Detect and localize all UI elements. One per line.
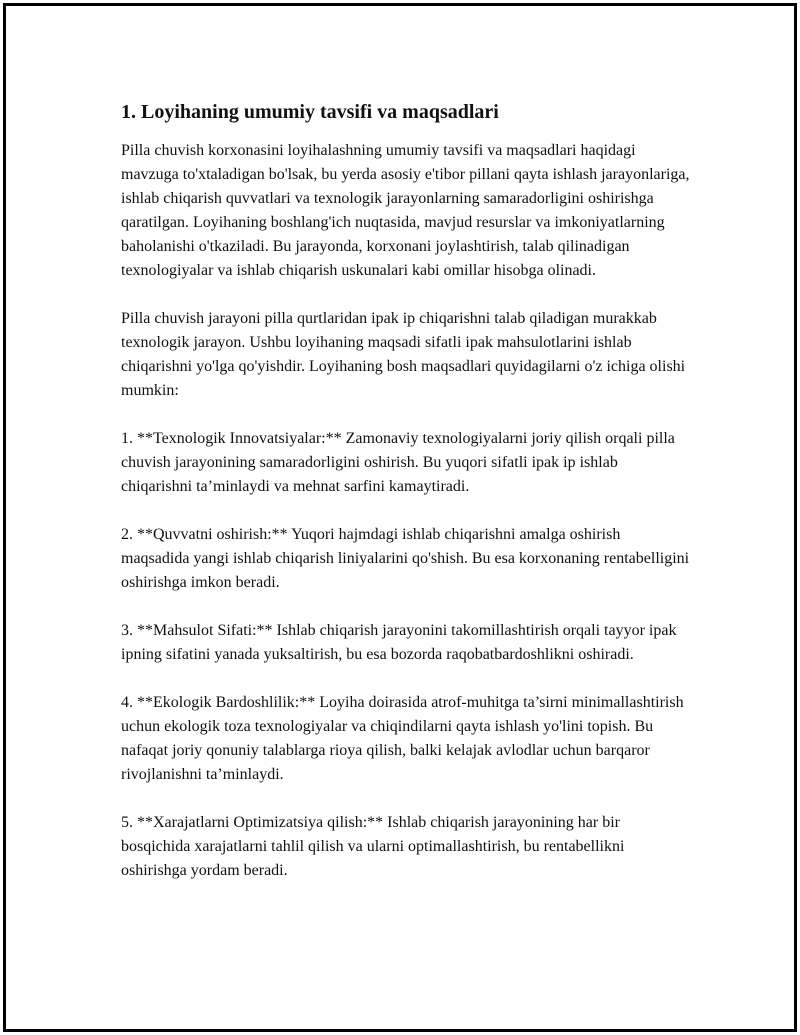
list-item-technological-innovations: 1. **Texnologik Innovatsiyalar:** Zamonaviy texnologiyalarni joriy qilish orqali pilla chuvish jarayonining samaradorligini oshirish. Bu yuqori sifatli ipak ip ishlab chiqarishni ta’minlaydi va mehnat sarfini kamaytiradi.: [121, 430, 675, 495]
list-item-cost-optimization: 5. **Xarajatlarni Optimizatsiya qilish:** Ishlab chiqarish jarayonining har bir bosqichida xarajatlarni tahlil qilish va ularni optimallashtirish, bu rentabellikni oshirishga yordam beradi.: [121, 814, 625, 879]
paragraph-intro: Pilla chuvish korxonasini loyihalashning umumiy tavsifi va maqsadlari haqidagi mavzuga to'xtaladigan bo'lsak, bu yerda asosiy e'tibor pillani qayta ishlash jarayonlariga, ishlab chiqarish quvvatlari va texnologik jarayonlarning samaradorligini oshirishga qaratilgan. Loyihaning boshlang'ich nuqtasida, mavjud resurslar va imkoniyatlarning baholanishi o'tkaziladi. Bu jarayonda, korxonani joylashtirish, talab qilinadigan texnologiyalar va ishlab chiqarish uskunalari kabi omillar hisobga olinadi.: [121, 142, 690, 279]
paragraph-process: Pilla chuvish jarayoni pilla qurtlaridan ipak ip chiqarishni talab qiladigan murakkab texnologik jarayon. Ushbu loyihaning maqsadi sifatli ipak mahsulotlarini ishlab chiqarishni yo'lga qo'yishdir. Loyihaning bosh maqsadlari quyidagilarni o'z ichiga olishi mumkin:: [121, 310, 686, 399]
list-item-capacity-increase: 2. **Quvvatni oshirish:** Yuqori hajmdagi ishlab chiqarishni amalga oshirish maqsadida yangi ishlab chiqarish liniyalarini qo'shish. Bu esa korxonaning rentabelligini oshirishga imkon beradi.: [121, 526, 690, 591]
section-heading: 1. Loyihaning umumiy tavsifi va maqsadlari: [121, 101, 499, 123]
page-frame: [3, 3, 797, 1032]
list-item-product-quality: 3. **Mahsulot Sifati:** Ishlab chiqarish jarayonini takomillashtirish orqali tayyor ipak ipning sifatini yanada yuksaltirish, bu esa bozorda raqobatbardoshlikni oshiradi.: [121, 622, 677, 663]
list-item-ecological-sustainability: 4. **Ekologik Bardoshlilik:** Loyiha doirasida atrof-muhitga ta’sirni minimallashtirish uchun ekologik toza texnologiyalar va chiqindilarni qayta ishlash yo'lini topish. Bu nafaqat joriy qonuniy talablarga rioya qilish, balki kelajak avlodlar uchun barqaror rivojlanishni ta’minlaydi.: [121, 694, 684, 783]
document-body: [121, 98, 691, 907]
